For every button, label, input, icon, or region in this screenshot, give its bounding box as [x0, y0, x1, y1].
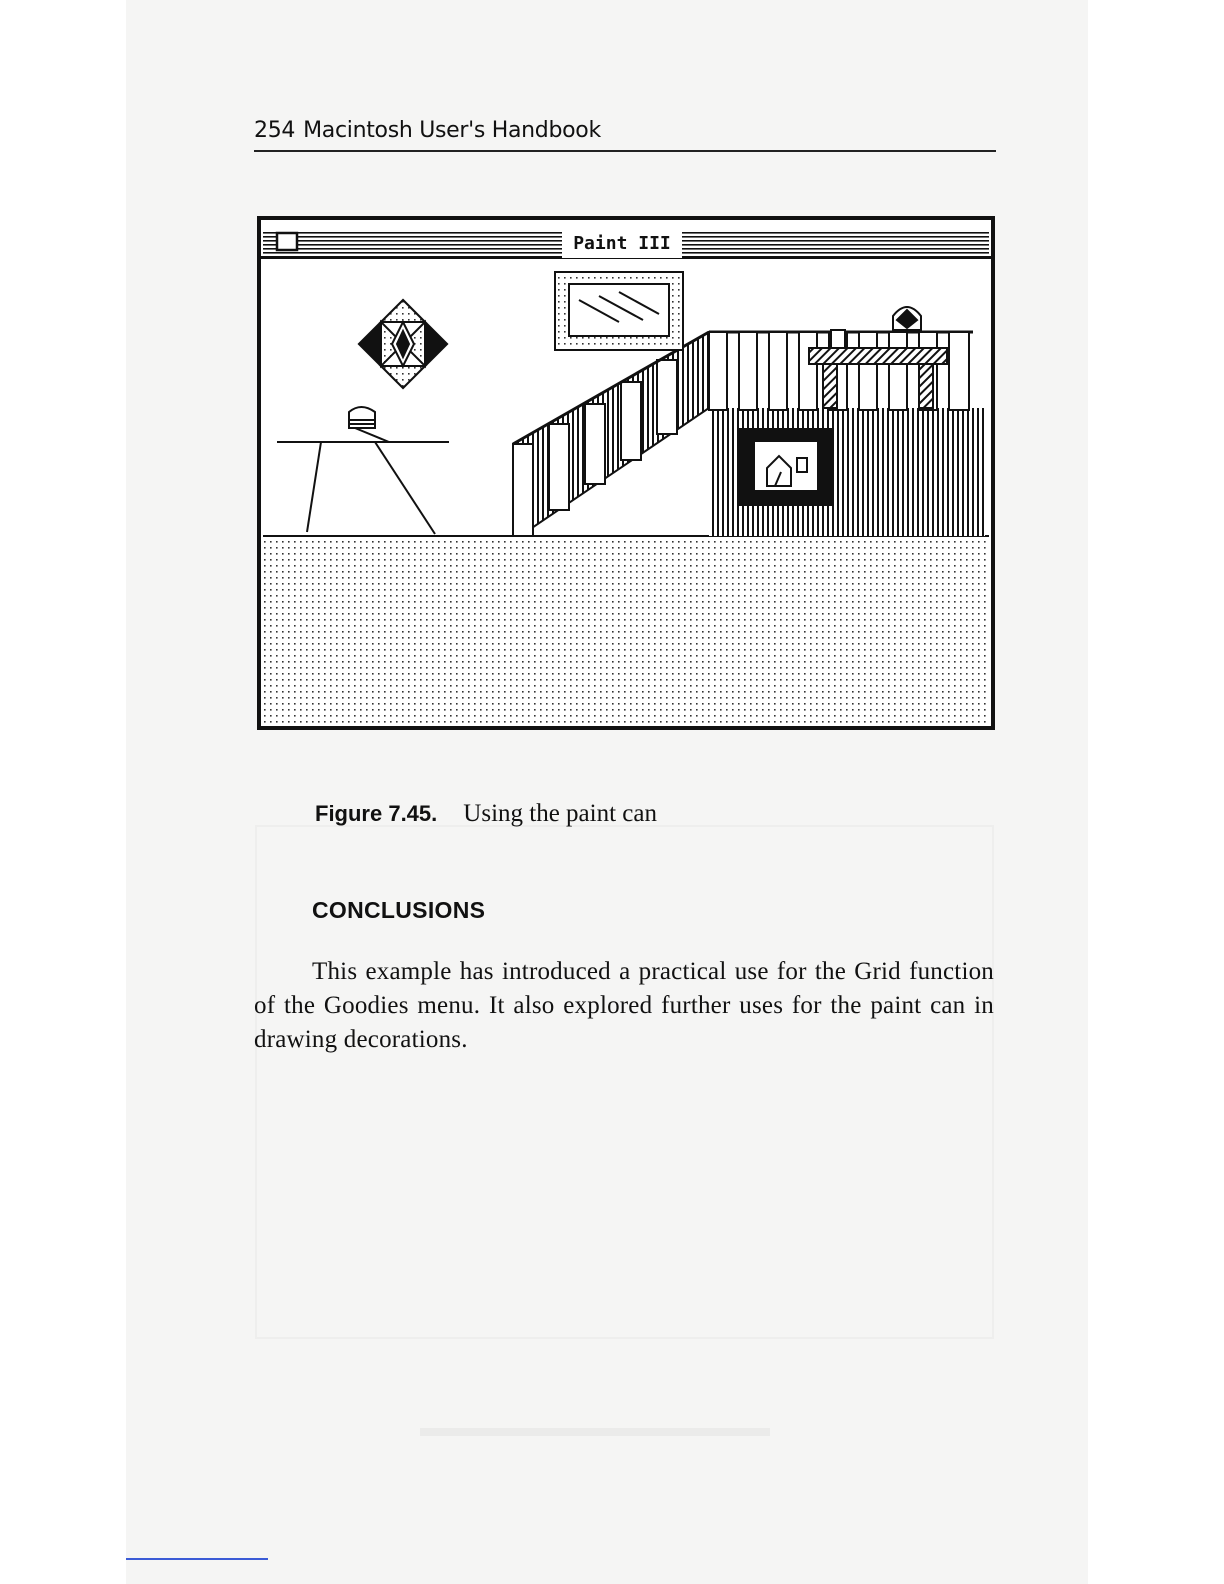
- scan-edge-line: [126, 1558, 268, 1560]
- framed-mirror: [555, 272, 683, 350]
- wall-picture-fireplace: [739, 428, 833, 506]
- book-title: Macintosh User's Handbook: [303, 118, 601, 143]
- page-number: 254: [254, 118, 296, 143]
- show-through-line: [420, 1428, 770, 1436]
- running-head: [254, 118, 601, 143]
- figure-caption-text: Using the paint can: [463, 800, 657, 827]
- floor: [263, 536, 989, 724]
- body-paragraph: This example has introduced a practical use for the Grid function of the Goodies menu. It also explored further uses for the paint can in drawing decorations.: [254, 958, 994, 1053]
- header-rule: [254, 150, 996, 152]
- figure-label: Figure 7.45.: [315, 801, 438, 826]
- window-title: Paint III: [573, 233, 671, 254]
- paint-window-figure: [257, 216, 995, 730]
- close-box-icon: [277, 233, 297, 250]
- window-title-bar: [261, 228, 991, 259]
- section-heading: CONCLUSIONS: [312, 897, 486, 923]
- figure-caption: [315, 800, 657, 828]
